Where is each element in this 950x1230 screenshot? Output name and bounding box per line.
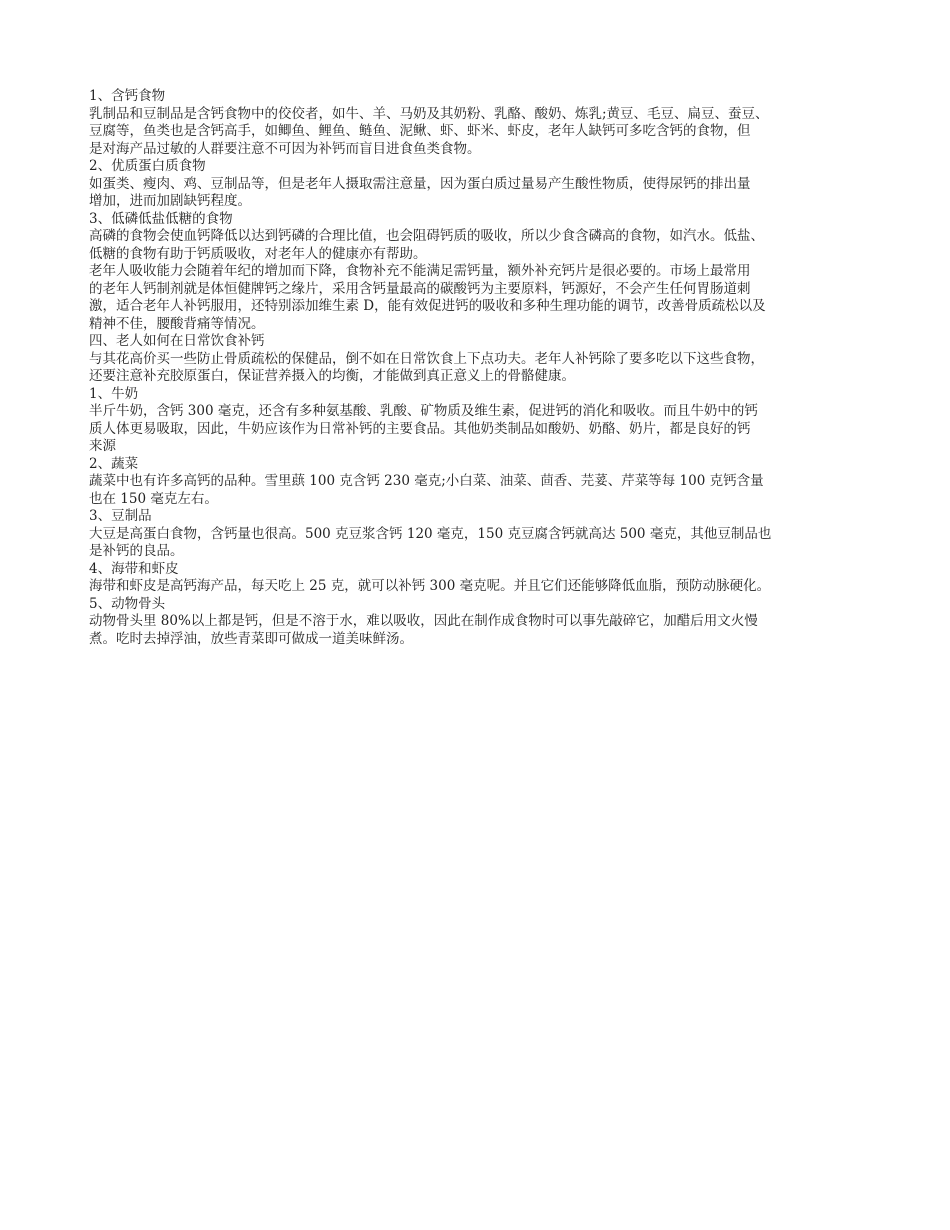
paragraph-line: 与其花高价买一些防止骨质疏松的保健品，倒不如在日常饮食上下点功夫。老年人补钙除了要多吃以下这些食物， bbox=[89, 350, 764, 367]
paragraph-line: 高磷的食物会使血钙降低以达到钙磷的合理比值，也会阻碍钙质的吸收，所以少食含磷高的食物，如汽水。低盐、 bbox=[89, 228, 764, 244]
paragraph-line: 增加，进而加剧缺钙程度。 bbox=[89, 193, 251, 209]
section-heading-calcium-foods: 1、含钙食物 bbox=[89, 88, 166, 104]
paragraph-line: 煮。吃时去掉浮油，放些青菜即可做成一道美味鲜汤。 bbox=[89, 630, 413, 647]
paragraph-line: 是对海产品过敏的人群要注意不可因为补钙而盲目进食鱼类食物。 bbox=[89, 140, 481, 157]
section-heading-kelp-shrimp: 4、海带和虾皮 bbox=[89, 560, 179, 577]
section-heading-vegetables: 2、蔬菜 bbox=[89, 455, 139, 472]
paragraph-line: 也在 150 毫克左右。 bbox=[89, 490, 218, 507]
paragraph-line: 豆腐等，鱼类也是含钙高手，如鲫鱼、鲤鱼、鲢鱼、泥鳅、虾、虾米、虾皮，老年人缺钙可多吃含钙的食物，但 bbox=[89, 123, 751, 139]
paragraph-line: 乳制品和豆制品是含钙食物中的佼佼者，如牛、羊、马奶及其奶粉、乳酪、酸奶、炼乳;黄豆、毛豆、扁豆、蚕豆、 bbox=[89, 105, 769, 122]
paragraph-line: 半斤牛奶，含钙 300 毫克，还含有多种氨基酸、乳酸、矿物质及维生素，促进钙的消化和吸收。而且牛奶中的钙 bbox=[89, 403, 758, 419]
document-body bbox=[89, 88, 879, 648]
paragraph-line: 还要注意补充胶原蛋白，保证营养摄入的均衡，才能做到真正意义上的骨骼健康。 bbox=[89, 368, 575, 384]
paragraph-line: 精神不佳，腰酸背痛等情况。 bbox=[89, 315, 265, 332]
section-heading-low-phosphorus-foods: 3、低磷低盐低糖的食物 bbox=[89, 210, 233, 227]
paragraph-line: 质人体更易吸取，因此，牛奶应该作为日常补钙的主要食品。其他奶类制品如酸奶、奶酪、奶片，都是良好的钙 bbox=[89, 420, 751, 437]
section-heading-animal-bones: 5、动物骨头 bbox=[89, 595, 166, 612]
paragraph-line: 如蛋类、瘦肉、鸡、豆制品等，但是老年人摄取需注意量，因为蛋白质过量易产生酸性物质，使得尿钙的排出量 bbox=[89, 175, 751, 192]
paragraph-line: 激，适合老年人补钙服用，还特别添加维生素 D，能有效促进钙的吸收和多种生理功能的调节，改善骨质疏松以及 bbox=[89, 298, 766, 314]
paragraph-line: 低糖的食物有助于钙质吸收，对老年人的健康亦有帮助。 bbox=[89, 245, 427, 262]
paragraph-line: 海带和虾皮是高钙海产品，每天吃上 25 克，就可以补钙 300 毫克呢。并且它们还能够降低血脂，预防动脉硬化。 bbox=[89, 578, 771, 594]
paragraph-line: 的老年人钙制剂就是体恒健牌钙之缘片，采用含钙量最高的碳酸钙为主要原料，钙源好，不会产生任何胃肠道刺 bbox=[89, 280, 751, 297]
paragraph-line: 蔬菜中也有许多高钙的品种。雪里蕻 100 克含钙 230 毫克;小白菜、油菜、茴香、芫荽、芹菜等每 100 克钙含量 bbox=[89, 473, 764, 489]
section-heading-milk: 1、牛奶 bbox=[89, 385, 139, 402]
paragraph-line: 动物骨头里 80%以上都是钙，但是不溶于水，难以吸收，因此在制作成食物时可以事先敲碎它，加醋后用文火慢 bbox=[89, 613, 758, 629]
section-heading-protein-foods: 2、优质蛋白质食物 bbox=[89, 158, 206, 174]
paragraph-line: 老年人吸收能力会随着年纪的增加而下降，食物补充不能满足需钙量，额外补充钙片是很必要的。市场上最常用 bbox=[89, 263, 751, 279]
section-heading-soy-products: 3、豆制品 bbox=[89, 508, 152, 524]
paragraph-line: 大豆是高蛋白食物，含钙量也很高。500 克豆浆含钙 120 毫克，150 克豆腐含钙就高达 500 毫克，其他豆制品也 bbox=[89, 525, 772, 542]
section-heading-daily-diet: 四、老人如何在日常饮食补钙 bbox=[89, 333, 265, 349]
paragraph-line: 来源 bbox=[89, 438, 116, 454]
paragraph-line: 是补钙的良品。 bbox=[89, 543, 184, 559]
